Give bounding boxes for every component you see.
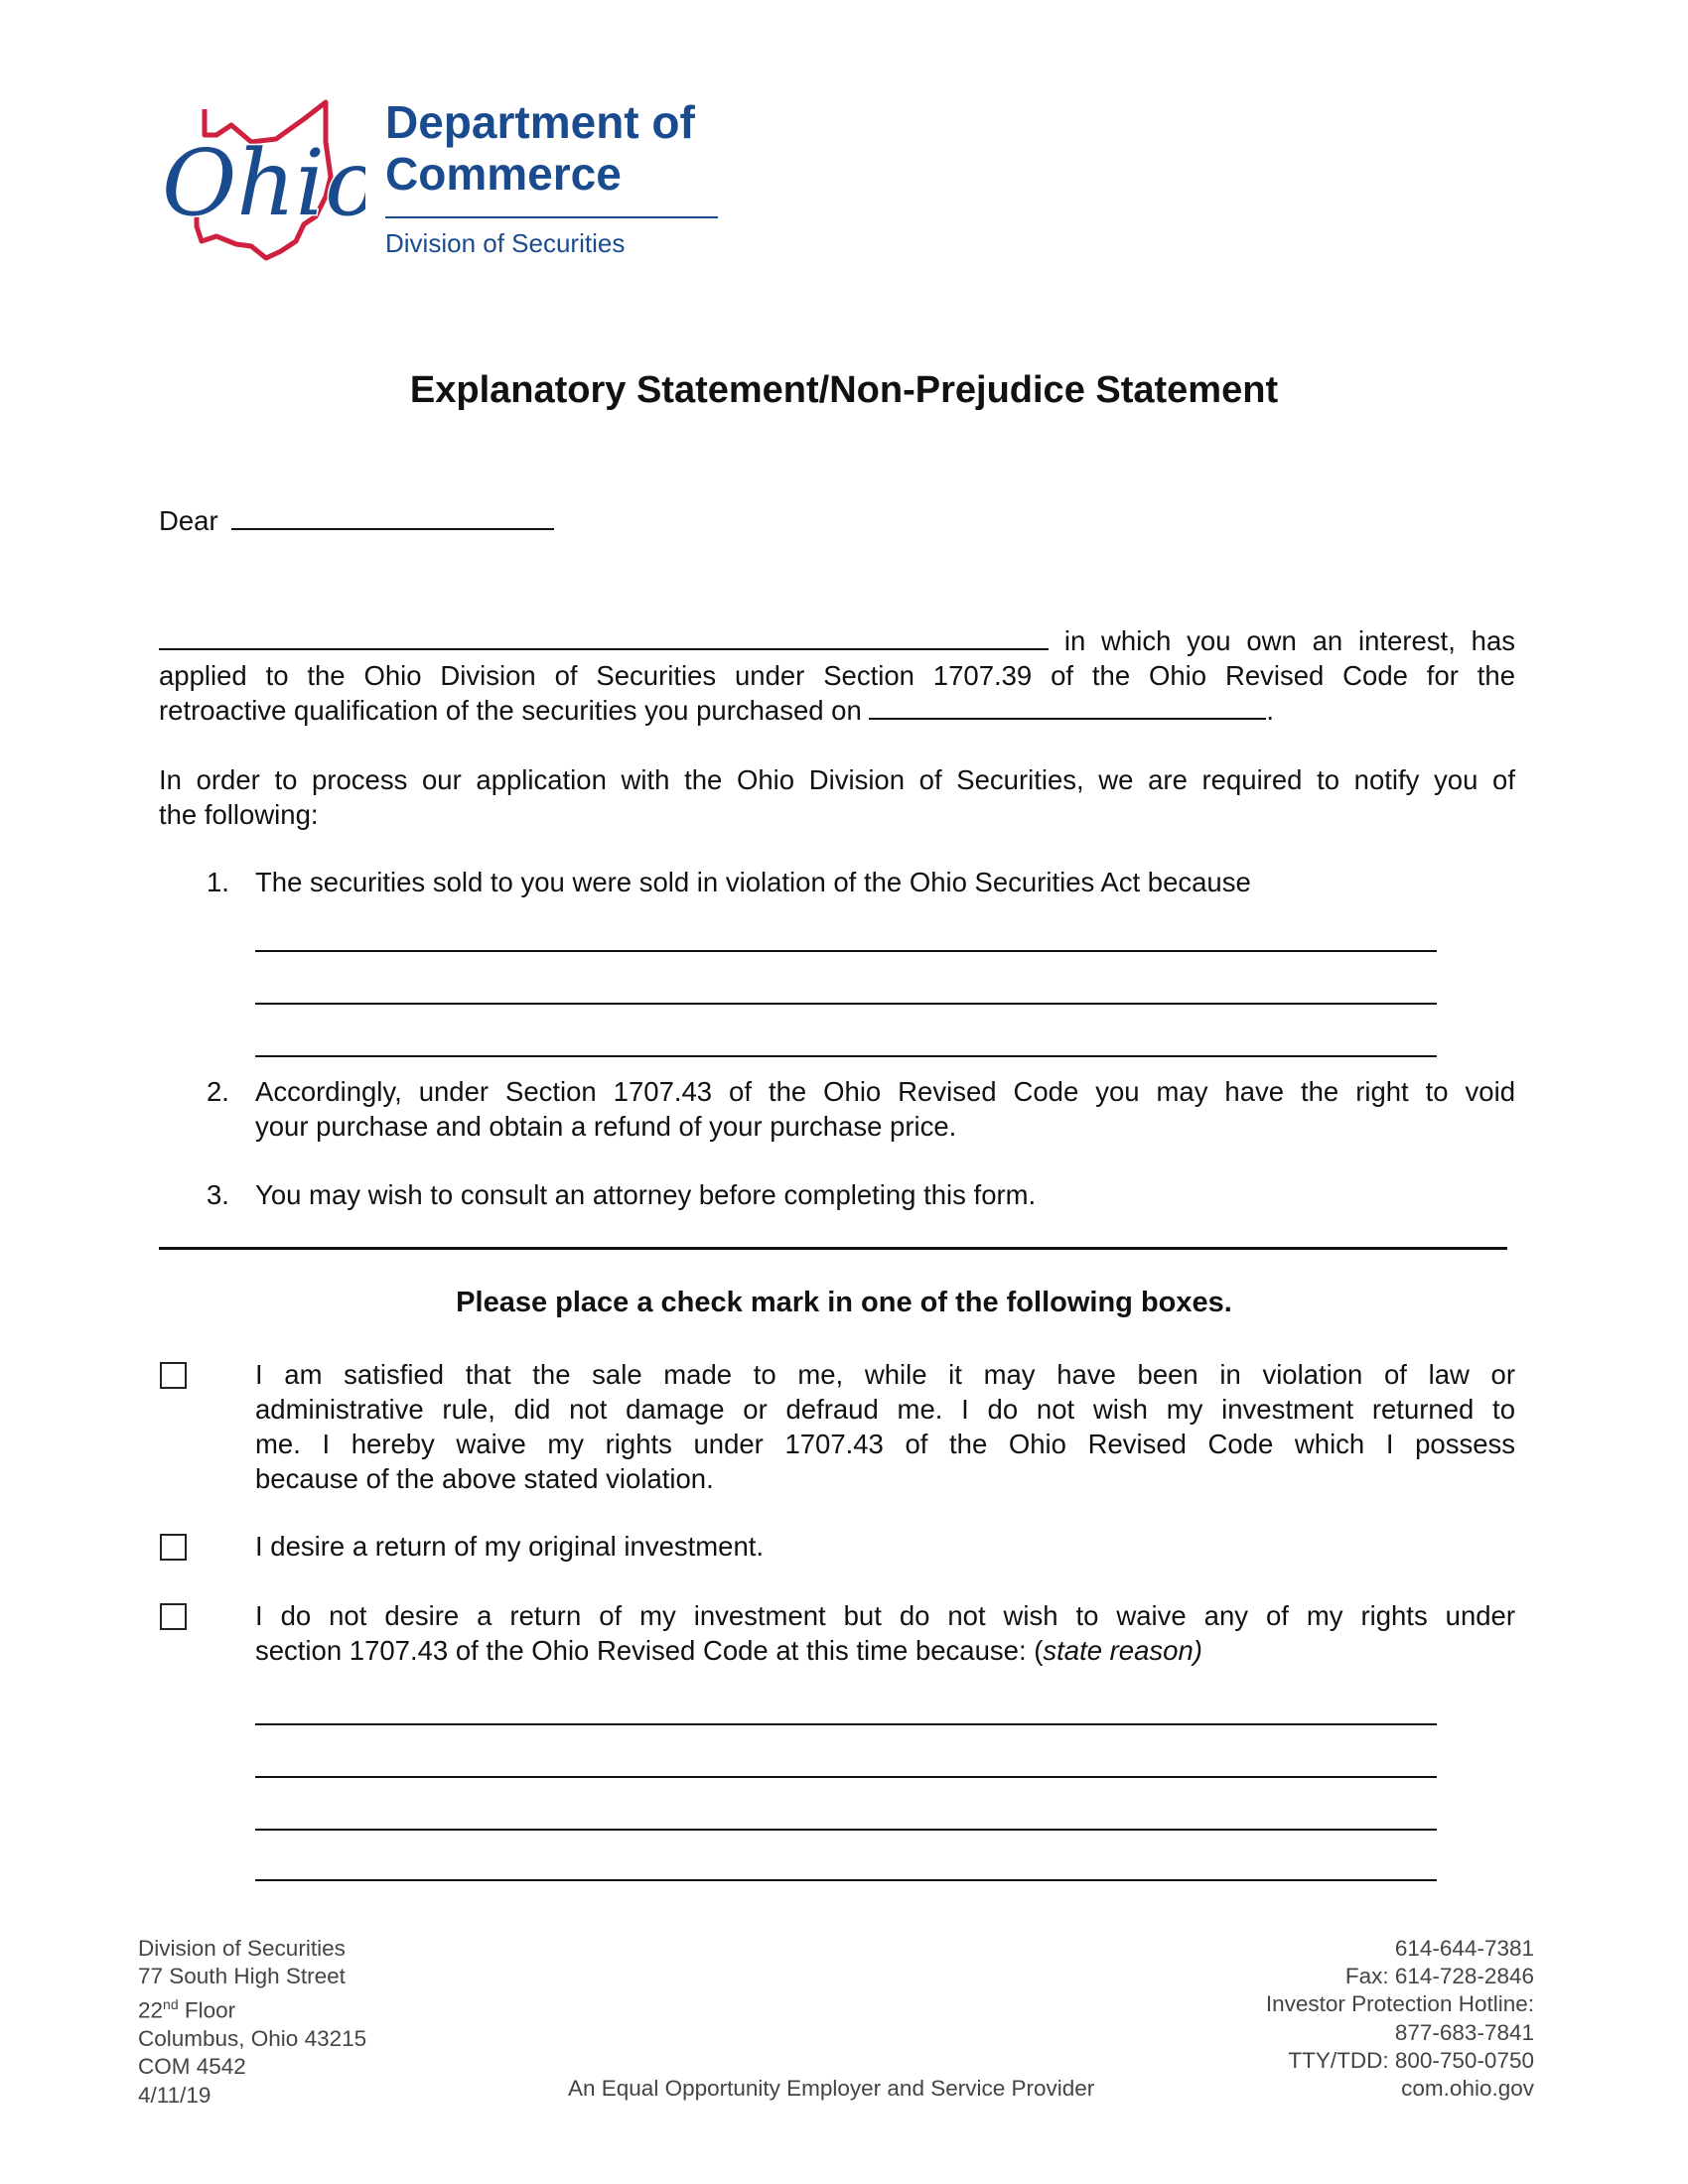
intro-line2: applied to the Ohio Division of Securities under Section 1707.39 of the Ohio Revised Code for the bbox=[159, 660, 1515, 691]
footer-street: 77 South High Street bbox=[138, 1964, 346, 1989]
reason-line-3[interactable] bbox=[255, 1829, 1437, 1831]
option-1-line2: administrative rule, did not damage or defraud me. I do not wish my investment returned to bbox=[255, 1394, 1515, 1425]
footer-website[interactable]: com.ohio.gov bbox=[1401, 2076, 1534, 2102]
footer-hotline: 877-683-7841 bbox=[1394, 2019, 1534, 2045]
notice-line2: the following: bbox=[159, 799, 319, 830]
ohio-state-outline-icon bbox=[157, 97, 365, 261]
checkbox-heading: Please place a check mark in one of the following boxes. bbox=[456, 1287, 1232, 1318]
option-1-line3: me. I hereby waive my rights under 1707.43 of the Ohio Revised Code which I possess bbox=[255, 1429, 1515, 1459]
footer-org: Division of Securities bbox=[138, 1936, 346, 1961]
footer-floor bbox=[138, 1990, 366, 2025]
footer-floor-sup: nd bbox=[163, 1996, 179, 2013]
item-3-text: You may wish to consult an attorney before completing this form. bbox=[255, 1179, 1037, 1210]
item-3-number: 3. bbox=[207, 1179, 229, 1210]
violation-reason-line-1[interactable] bbox=[255, 950, 1437, 952]
purchase-date-field[interactable] bbox=[869, 694, 1266, 720]
option-3-line1: I do not desire a return of my investment but do not wish to waive any of my rights under bbox=[255, 1600, 1515, 1631]
footer-floor-num: 22 bbox=[138, 1997, 164, 2023]
option-3-line2 bbox=[255, 1633, 1515, 1668]
intro-line3-text: retroactive qualification of the securities you purchased on bbox=[159, 695, 862, 726]
footer-phone: 614-644-7381 bbox=[1394, 1936, 1534, 1961]
item-2-text bbox=[255, 1074, 1515, 1144]
footer-contact bbox=[1266, 1935, 1534, 2103]
notice-line1: In order to process our application with the Ohio Division of Securities, we are required to notify you of bbox=[159, 764, 1515, 795]
page-title: Explanatory Statement/Non-Prejudice Statement bbox=[409, 369, 1279, 411]
item-1-text: The securities sold to you were sold in violation of the Ohio Securities Act because bbox=[255, 867, 1251, 897]
footer-floor-word: Floor bbox=[178, 1997, 236, 2023]
footer-eoe: An Equal Opportunity Employer and Service Provider bbox=[568, 2076, 1095, 2101]
recipient-name-field[interactable] bbox=[231, 504, 554, 530]
reason-line-4[interactable] bbox=[255, 1879, 1437, 1881]
footer-address bbox=[138, 1935, 366, 2110]
item-2-line2: your purchase and obtain a refund of your purchase price. bbox=[255, 1111, 957, 1142]
reason-line-1[interactable] bbox=[255, 1723, 1437, 1725]
salutation-text: Dear bbox=[159, 505, 218, 536]
item-1-number: 1. bbox=[207, 867, 229, 897]
state-reason-hint: state reason bbox=[1043, 1635, 1194, 1666]
footer-date: 4/11/19 bbox=[138, 2082, 211, 2108]
violation-reason-line-3[interactable] bbox=[255, 1055, 1437, 1057]
footer-fax: Fax: 614-728-2846 bbox=[1344, 1964, 1534, 1989]
intro-line1 bbox=[159, 623, 1515, 658]
option-1-checkbox[interactable] bbox=[160, 1362, 187, 1389]
svg-text:Ohio: Ohio bbox=[162, 130, 365, 236]
department-name-line1: Department of bbox=[385, 96, 695, 148]
intro-line3-end: . bbox=[1266, 695, 1275, 726]
footer-form-number: COM 4542 bbox=[138, 2054, 246, 2080]
footer-tty: TTY/TDD: 800-750-0750 bbox=[1288, 2047, 1534, 2073]
department-name-line2: Commerce bbox=[385, 148, 622, 200]
state-reason-close: ) bbox=[1193, 1635, 1202, 1666]
salutation bbox=[159, 503, 554, 538]
intro-line3 bbox=[159, 693, 1515, 728]
option-2-text: I desire a return of my original investment. bbox=[255, 1531, 765, 1562]
option-1-line4: because of the above stated violation. bbox=[255, 1463, 714, 1494]
option-3-line2-text: section 1707.43 of the Ohio Revised Code at this time because: ( bbox=[255, 1635, 1044, 1666]
section-divider bbox=[159, 1247, 1507, 1250]
issuer-name-field[interactable] bbox=[159, 624, 1049, 650]
intro-line1-text: in which you own an interest, has bbox=[1063, 625, 1516, 656]
logo-divider bbox=[385, 216, 718, 218]
option-3-checkbox[interactable] bbox=[160, 1603, 187, 1630]
item-2-line1: Accordingly, under Section 1707.43 of the Ohio Revised Code you may have the right to void bbox=[255, 1076, 1515, 1107]
reason-line-2[interactable] bbox=[255, 1776, 1437, 1778]
item-2-number: 2. bbox=[207, 1076, 229, 1107]
violation-reason-line-2[interactable] bbox=[255, 1003, 1437, 1005]
option-2-checkbox[interactable] bbox=[160, 1534, 187, 1561]
option-3-text bbox=[255, 1598, 1515, 1668]
notice-paragraph bbox=[159, 762, 1515, 832]
footer-city: Columbus, Ohio 43215 bbox=[138, 2026, 367, 2052]
option-1-line1: I am satisfied that the sale made to me, while it may have been in violation of law or bbox=[255, 1359, 1515, 1390]
division-name: Division of Securities bbox=[385, 228, 626, 258]
option-1-text bbox=[255, 1357, 1515, 1496]
footer-hotline-label: Investor Protection Hotline: bbox=[1265, 1991, 1534, 2017]
ohio-logo bbox=[157, 97, 365, 261]
intro-paragraph bbox=[159, 623, 1515, 728]
